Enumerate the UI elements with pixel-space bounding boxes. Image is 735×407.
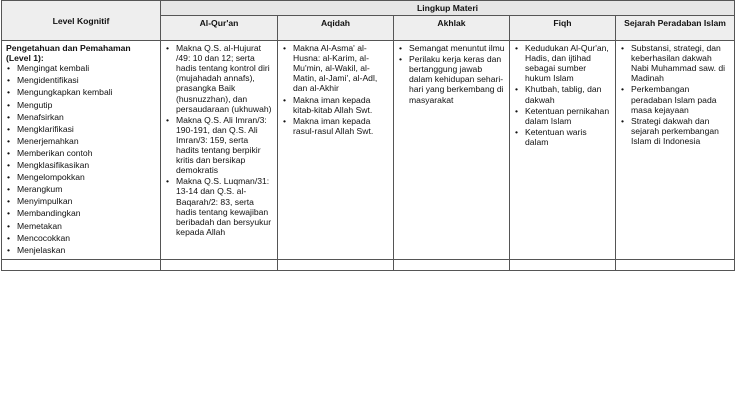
truncated-cell	[2, 259, 161, 270]
fiqh-item: • Ketentuan pernikahan dalam Islam	[525, 106, 611, 126]
level-item: • Mengutip	[17, 100, 156, 110]
level-item: • Menjelaskan	[17, 245, 156, 255]
truncated-cell	[394, 259, 510, 270]
truncated-cell	[278, 259, 394, 270]
truncated-cell	[510, 259, 616, 270]
aqidah-list	[282, 43, 389, 136]
level-item: • Mencocokkan	[17, 233, 156, 243]
column-header-fiqh: Fiqh	[510, 16, 616, 41]
fiqh-item: • Ketentuan waris dalam	[525, 127, 611, 147]
fiqh-cell	[510, 41, 616, 260]
aqidah-item: • Makna Al-Asma' al-Husna: al-Karim, al-Mu'min, al-Wakil, al-Matin, al-Jami', al-Adl, dan al-Akhir	[293, 43, 389, 93]
level-item: • Mengklarifikasi	[17, 124, 156, 134]
level-item: • Memberikan contoh	[17, 148, 156, 158]
kisi-kisi-table	[1, 0, 735, 271]
quran-list	[165, 43, 273, 237]
level-item: • Merangkum	[17, 184, 156, 194]
akhlak-cell	[394, 41, 510, 260]
truncated-cell	[616, 259, 735, 270]
sejarah-cell	[616, 41, 735, 260]
akhlak-item: • Perilaku kerja keras dan bertanggung jawab dalam kehidupan sehari-hari yang berkembang di masyarakat	[409, 54, 505, 104]
lingkup-materi-header: Lingkup Materi	[161, 1, 735, 16]
akhlak-list	[398, 43, 505, 105]
column-header-aqidah: Aqidah	[278, 16, 394, 41]
level-item: • Menerjemahkan	[17, 136, 156, 146]
level-item: • Mengungkapkan kembali	[17, 87, 156, 97]
akhlak-item: • Semangat menuntut ilmu	[409, 43, 505, 53]
level-item: • Menyimpulkan	[17, 196, 156, 206]
quran-item: • Makna Q.S. Luqman/31: 13-14 dan Q.S. al-Baqarah/2: 83, serta hadis tentang kewajiban beribadah dan bersyukur kepada Allah	[176, 176, 273, 237]
header-row-1	[2, 1, 735, 16]
level-cell	[2, 41, 161, 260]
fiqh-item: • Kedudukan Al-Qur'an, Hadis, dan ijtihad sebagai sumber hukum Islam	[525, 43, 611, 83]
sejarah-item: • Strategi dakwah dan sejarah perkembangan Islam di Indonesia	[631, 116, 730, 146]
sejarah-item: • Perkembangan peradaban Islam pada masa kejayaan	[631, 84, 730, 114]
fiqh-item: • Khutbah, tablig, dan dakwah	[525, 84, 611, 104]
column-header-sejarah: Sejarah Peradaban Islam	[616, 16, 735, 41]
level-item: • Membandingkan	[17, 208, 156, 218]
sejarah-item: • Substansi, strategi, dan keberhasilan dakwah Nabi Muhammad saw. di Madinah	[631, 43, 730, 83]
level-1-row	[2, 41, 735, 260]
truncated-cell	[161, 259, 278, 270]
aqidah-item: • Makna iman kepada rasul-rasul Allah Swt.	[293, 116, 389, 136]
aqidah-cell	[278, 41, 394, 260]
level-item: • Memetakan	[17, 221, 156, 231]
level-item: • Mengklasifikasikan	[17, 160, 156, 170]
column-header-quran: Al-Qur'an	[161, 16, 278, 41]
fiqh-list	[514, 43, 611, 147]
level-item: • Menafsirkan	[17, 112, 156, 122]
truncated-next-row	[2, 259, 735, 270]
level-item: • Mengidentifikasi	[17, 75, 156, 85]
quran-item: • Makna Q.S. Ali Imran/3: 190-191, dan Q.S. Ali Imran/3: 159, serta hadits tentang berpikir kritis dan bersikap demokratis	[176, 115, 273, 176]
level-item: • Mengingat kembali	[17, 63, 156, 73]
level-item: • Mengelompokkan	[17, 172, 156, 182]
column-header-akhlak: Akhlak	[394, 16, 510, 41]
level-list	[6, 63, 156, 255]
quran-cell	[161, 41, 278, 260]
aqidah-item: • Makna iman kepada kitab-kitab Allah Swt.	[293, 95, 389, 115]
sejarah-list	[620, 43, 730, 146]
level-title: Pengetahuan dan Pemahaman (Level 1):	[6, 43, 131, 64]
quran-item: • Makna Q.S. al-Hujurat /49: 10 dan 12; serta hadis tentang kontrol diri (mujahadah annafs), prasangka Baik (husnuzzhan), dan persaudaraan (ukhuwah)	[176, 43, 273, 114]
level-kognitif-header: Level Kognitif	[2, 1, 161, 41]
